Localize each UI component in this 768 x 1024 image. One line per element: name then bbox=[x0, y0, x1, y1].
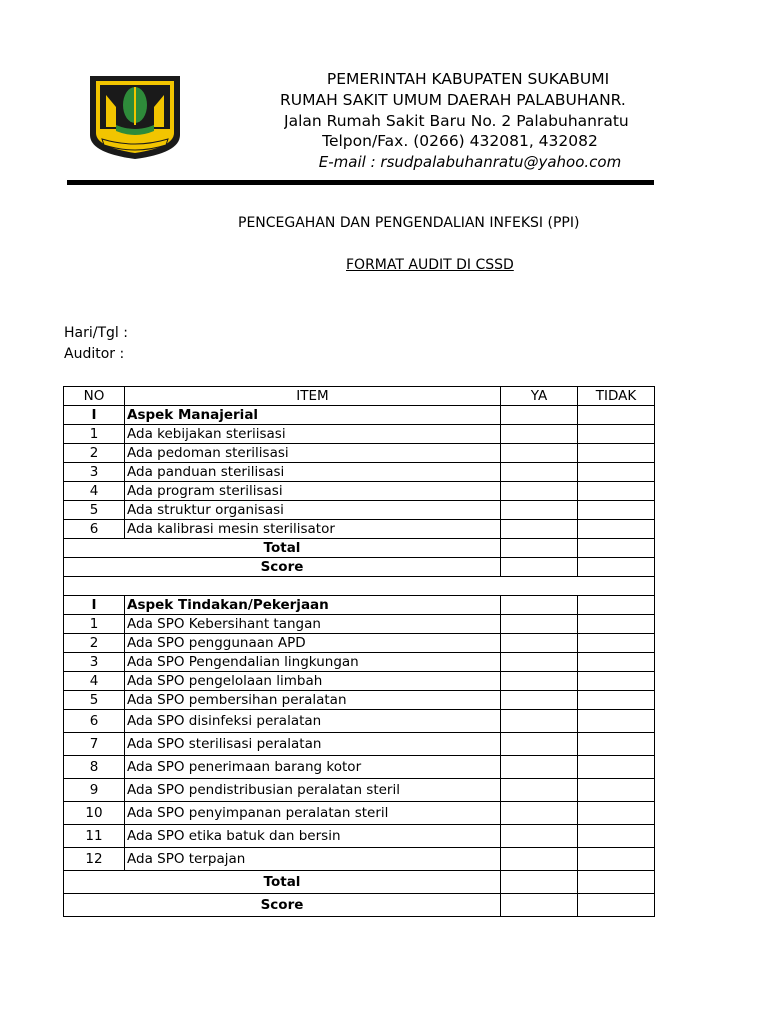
row-item: Ada SPO Pengendalian lingkungan bbox=[125, 653, 501, 672]
row-number: 9 bbox=[64, 779, 125, 802]
row-number: 2 bbox=[64, 634, 125, 653]
tidak-cell[interactable] bbox=[578, 672, 655, 691]
tidak-cell[interactable] bbox=[578, 733, 655, 756]
row-number: 3 bbox=[64, 653, 125, 672]
total-label: Total bbox=[64, 539, 501, 558]
row-item: Ada SPO penerimaan barang kotor bbox=[125, 756, 501, 779]
header-line-hospital: RUMAH SAKIT UMUM DAERAH PALABUHANR. bbox=[280, 91, 626, 109]
section-manajerial bbox=[64, 406, 655, 539]
tidak-cell[interactable] bbox=[578, 691, 655, 710]
section-title-row bbox=[64, 406, 655, 425]
ya-cell[interactable] bbox=[501, 482, 578, 501]
tidak-cell[interactable] bbox=[578, 779, 655, 802]
row-item: Ada program sterilisasi bbox=[125, 482, 501, 501]
ya-cell[interactable] bbox=[501, 444, 578, 463]
table-row bbox=[64, 501, 655, 520]
header-item: ITEM bbox=[125, 387, 501, 406]
header-divider bbox=[67, 180, 654, 185]
table-row bbox=[64, 733, 655, 756]
row-number: 7 bbox=[64, 733, 125, 756]
ya-cell[interactable] bbox=[501, 894, 578, 917]
tidak-cell[interactable] bbox=[578, 501, 655, 520]
header-tidak: TIDAK bbox=[578, 387, 655, 406]
row-number: 4 bbox=[64, 482, 125, 501]
tidak-cell[interactable] bbox=[578, 848, 655, 871]
tidak-cell[interactable] bbox=[578, 520, 655, 539]
ya-cell[interactable] bbox=[501, 406, 578, 425]
row-number: 6 bbox=[64, 520, 125, 539]
regency-emblem-logo bbox=[86, 73, 184, 161]
row-item: Ada kalibrasi mesin sterilisator bbox=[125, 520, 501, 539]
tidak-cell[interactable] bbox=[578, 539, 655, 558]
ya-cell[interactable] bbox=[501, 672, 578, 691]
ya-cell[interactable] bbox=[501, 520, 578, 539]
total-label: Total bbox=[64, 871, 501, 894]
row-item: Ada panduan sterilisasi bbox=[125, 463, 501, 482]
row-item: Ada pedoman sterilisasi bbox=[125, 444, 501, 463]
tidak-cell[interactable] bbox=[578, 825, 655, 848]
row-number: 11 bbox=[64, 825, 125, 848]
table-row bbox=[64, 691, 655, 710]
table-row bbox=[64, 672, 655, 691]
table-row bbox=[64, 444, 655, 463]
table-row bbox=[64, 848, 655, 871]
row-item: Ada SPO etika batuk dan bersin bbox=[125, 825, 501, 848]
tidak-cell[interactable] bbox=[578, 444, 655, 463]
header-line-phone: Telpon/Fax. (0266) 432081, 432082 bbox=[322, 132, 598, 150]
auditor-label: Auditor : bbox=[64, 346, 125, 362]
table-row bbox=[64, 425, 655, 444]
row-item: Ada SPO terpajan bbox=[125, 848, 501, 871]
row-item: Ada SPO pengelolaan limbah bbox=[125, 672, 501, 691]
row-item: Ada SPO pendistribusian peralatan steril bbox=[125, 779, 501, 802]
ya-cell[interactable] bbox=[501, 756, 578, 779]
section-title-row bbox=[64, 596, 655, 615]
row-item: Ada SPO penyimpanan peralatan steril bbox=[125, 802, 501, 825]
tidak-cell[interactable] bbox=[578, 802, 655, 825]
total-row bbox=[64, 871, 655, 894]
tidak-cell[interactable] bbox=[578, 634, 655, 653]
row-number: 5 bbox=[64, 691, 125, 710]
tidak-cell[interactable] bbox=[578, 558, 655, 577]
table-row bbox=[64, 825, 655, 848]
row-item: Ada SPO disinfeksi peralatan bbox=[125, 710, 501, 733]
row-item: Ada struktur organisasi bbox=[125, 501, 501, 520]
row-number: 12 bbox=[64, 848, 125, 871]
header-line-address: Jalan Rumah Sakit Baru No. 2 Palabuhanratu bbox=[284, 112, 629, 130]
table-row bbox=[64, 615, 655, 634]
row-number: 2 bbox=[64, 444, 125, 463]
tidak-cell[interactable] bbox=[578, 653, 655, 672]
row-number: 6 bbox=[64, 710, 125, 733]
tidak-cell[interactable] bbox=[578, 596, 655, 615]
score-label: Score bbox=[64, 894, 501, 917]
row-item: Ada SPO Kebersihant tangan bbox=[125, 615, 501, 634]
row-number: 10 bbox=[64, 802, 125, 825]
ya-cell[interactable] bbox=[501, 802, 578, 825]
tidak-cell[interactable] bbox=[578, 463, 655, 482]
tidak-cell[interactable] bbox=[578, 710, 655, 733]
table-row bbox=[64, 634, 655, 653]
ya-cell[interactable] bbox=[501, 425, 578, 444]
tidak-cell[interactable] bbox=[578, 482, 655, 501]
header-line-email: E-mail : rsudpalabuhanratu@yahoo.com bbox=[318, 153, 622, 171]
table-row bbox=[64, 482, 655, 501]
section-tindakan bbox=[64, 596, 655, 871]
table-row bbox=[64, 653, 655, 672]
tidak-cell[interactable] bbox=[578, 756, 655, 779]
header-line-government: PEMERINTAH KABUPATEN SUKABUMI bbox=[326, 70, 610, 88]
tidak-cell[interactable] bbox=[578, 894, 655, 917]
table-row bbox=[64, 520, 655, 539]
row-number: 5 bbox=[64, 501, 125, 520]
score-row bbox=[64, 894, 655, 917]
ya-cell[interactable] bbox=[501, 710, 578, 733]
ya-cell[interactable] bbox=[501, 539, 578, 558]
ya-cell[interactable] bbox=[501, 825, 578, 848]
ya-cell[interactable] bbox=[501, 634, 578, 653]
row-number: 4 bbox=[64, 672, 125, 691]
table-row bbox=[64, 710, 655, 733]
table-row bbox=[64, 802, 655, 825]
ya-cell[interactable] bbox=[501, 501, 578, 520]
document-subtitle: FORMAT AUDIT DI CSSD bbox=[346, 257, 514, 273]
ya-cell[interactable] bbox=[501, 596, 578, 615]
section-number: I bbox=[64, 406, 125, 425]
table-row bbox=[64, 779, 655, 802]
table-row bbox=[64, 463, 655, 482]
row-item: Ada SPO sterilisasi peralatan bbox=[125, 733, 501, 756]
tidak-cell[interactable] bbox=[578, 406, 655, 425]
ya-cell[interactable] bbox=[501, 848, 578, 871]
tidak-cell[interactable] bbox=[578, 425, 655, 444]
audit-table bbox=[63, 386, 655, 917]
date-label: Hari/Tgl : bbox=[64, 325, 128, 341]
table-header-row bbox=[64, 387, 655, 406]
ya-cell[interactable] bbox=[501, 691, 578, 710]
row-item: Ada SPO pembersihan peralatan bbox=[125, 691, 501, 710]
header-no: NO bbox=[64, 387, 125, 406]
section-number: I bbox=[64, 596, 125, 615]
total-row bbox=[64, 539, 655, 558]
section-title: Aspek Manajerial bbox=[125, 406, 501, 425]
tidak-cell[interactable] bbox=[578, 871, 655, 894]
row-number: 8 bbox=[64, 756, 125, 779]
row-number: 1 bbox=[64, 425, 125, 444]
ya-cell[interactable] bbox=[501, 779, 578, 802]
spacer-cell bbox=[64, 577, 655, 596]
document-title: PENCEGAHAN DAN PENGENDALIAN INFEKSI (PPI) bbox=[238, 215, 580, 231]
ya-cell[interactable] bbox=[501, 558, 578, 577]
spacer-row bbox=[64, 577, 655, 596]
score-label: Score bbox=[64, 558, 501, 577]
ya-cell[interactable] bbox=[501, 653, 578, 672]
table-row bbox=[64, 756, 655, 779]
header-ya: YA bbox=[501, 387, 578, 406]
score-row bbox=[64, 558, 655, 577]
row-item: Ada SPO penggunaan APD bbox=[125, 634, 501, 653]
tidak-cell[interactable] bbox=[578, 615, 655, 634]
ya-cell[interactable] bbox=[501, 871, 578, 894]
ya-cell[interactable] bbox=[501, 615, 578, 634]
section-title: Aspek Tindakan/Pekerjaan bbox=[125, 596, 501, 615]
row-number: 1 bbox=[64, 615, 125, 634]
ya-cell[interactable] bbox=[501, 463, 578, 482]
ya-cell[interactable] bbox=[501, 733, 578, 756]
row-item: Ada kebijakan steriisasi bbox=[125, 425, 501, 444]
row-number: 3 bbox=[64, 463, 125, 482]
